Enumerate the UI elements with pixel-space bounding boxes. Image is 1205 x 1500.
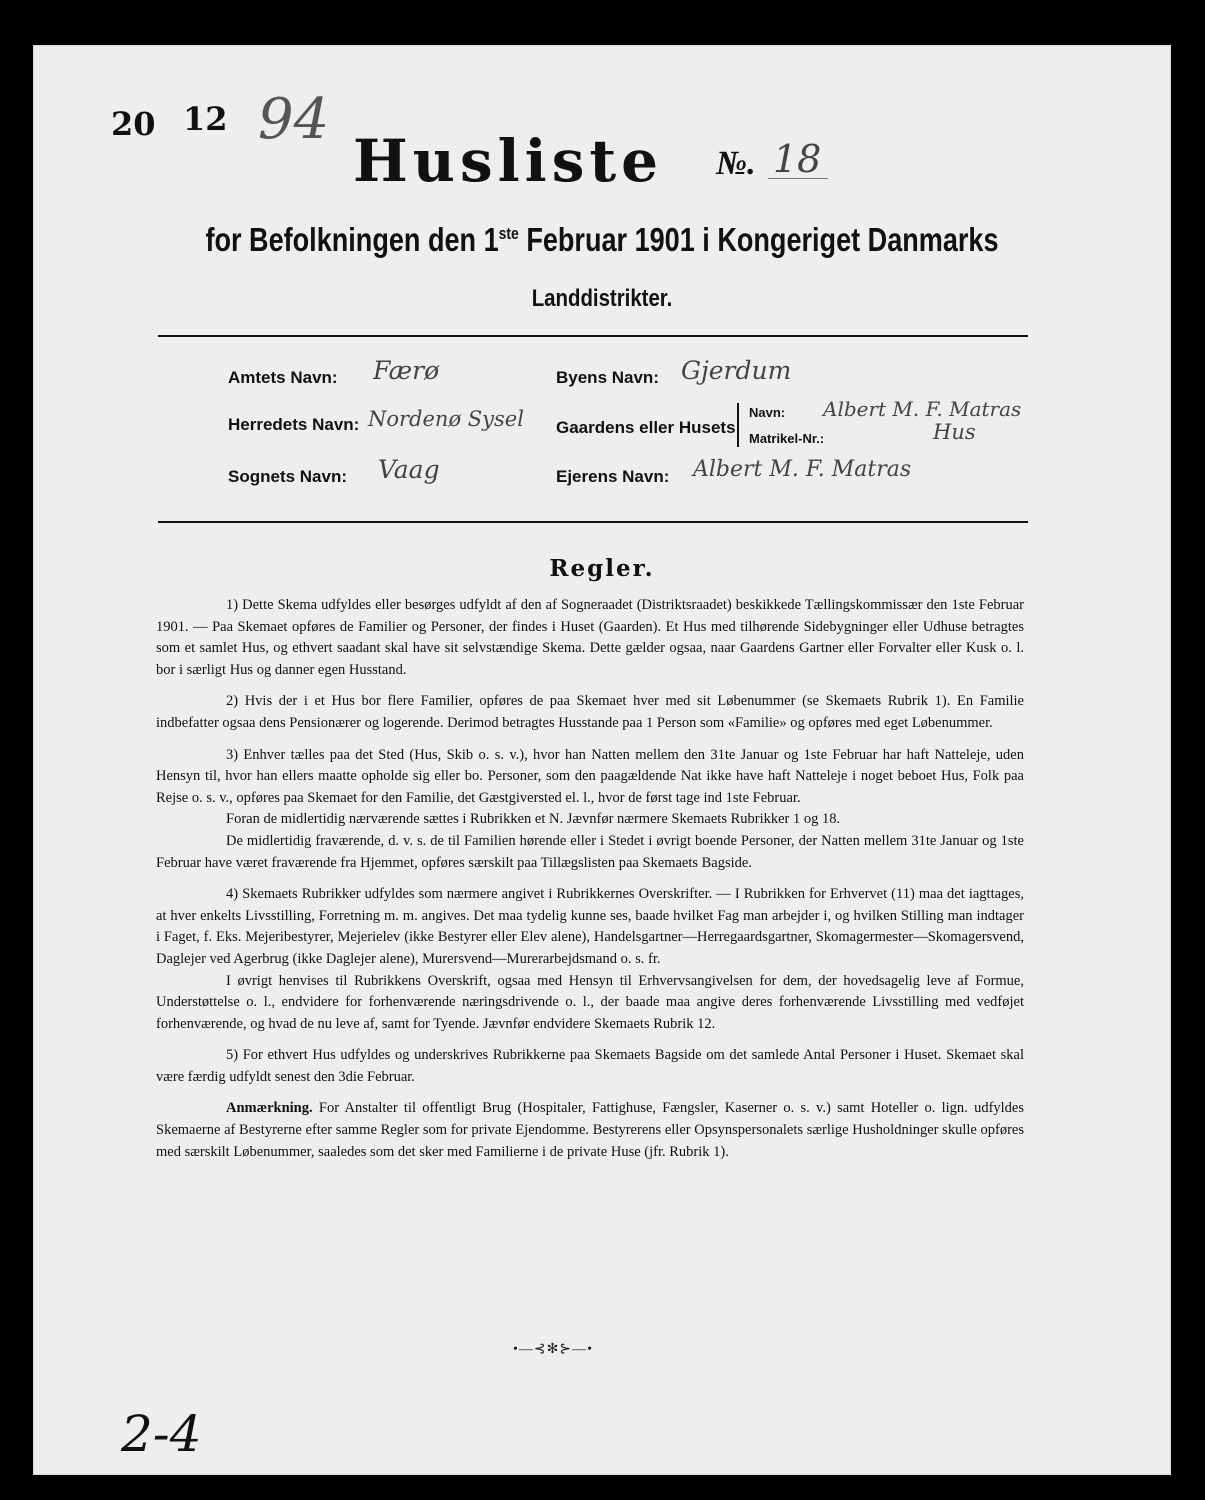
rule-3: 3) Enhver tælles paa det Sted (Hus, Skib o. s. v.), hvor han Natten mellem den 31te Januar og 1ste Februar har haft Natteleje, uden Hensyn til, hvor han ellers maatte opholde sig eller bo. Personer, som den paagældende Nat ikke have haft Natteleje i noget beboet Hus, Folk paa Rejse o. s. v., opføres paa Skemaet for den Familie, det Gæstgiversted el. l., hvor de først tage ind 1ste Februar. [156,746,1024,806]
sognets-label: Sognets Navn: [228,467,348,486]
navn-value: Albert M. F. Matras [823,397,1022,421]
byens-label: Byens Navn: [556,368,659,387]
bottom-divider [158,521,1028,523]
number-underline [768,178,828,179]
gaardens-label: Gaardens eller Husets [556,418,736,437]
navn-label: Navn: [749,405,786,420]
remark-label: Anmærkning. [226,1100,313,1117]
herredets-label: Herredets Navn: [228,415,360,434]
matrikel-label: Matrikel-Nr.: [749,431,825,446]
rules-text [156,595,1024,1163]
rule-1: 1) Dette Skema udfyldes eller besørges udfyldt af den af Sogneraadet (Distriktsraadet) beskikkede Tællingskommissær den 1ste Februar 1901. — Paa Skemaet opføres de Familier og Personer, der findes i Huset (Gaarden). Et Hus med tilhørende Sidebygninger eller Udhuse betragtes som et samlet Hus, og ethvert saadant skal have sit selvstændige Skema. Dette gælder ogsaa, naar Gaardens Gartner eller Forvalter eller Kusk o. l. bor i særligt Hus og danner egen Husstand. [156,597,1024,678]
bottom-handwritten-mark: 2-4 [121,1405,202,1463]
matrikel-value: Hus [933,420,976,444]
census-form-page [33,45,1171,1475]
ejerens-label: Ejerens Navn: [556,467,670,486]
number-mark: №. [716,145,756,182]
corner-number-a: 20 [111,105,156,143]
rule-4: 4) Skemaets Rubrikker udfyldes som nærmere angivet i Rubrikkernes Overskrifter. — I Rubrikken for Erhvervet (11) maa det iagttages, at hver enkelts Livsstilling, Forretning m. m. angives. Det maa tydelig kunne ses, baade hvilket Fag man arbejder i, og hvilken Stilling man indtager i Faget, f. Eks. Mejeribestyrer, Mejerielev (ikke Bestyrer eller Elev alene), Handelsgartner—Herregaardsgartner, Skomagermester—Skomagersvend, Daglejer ved Agerbrug (ikke Daglejer alene), Murersvend—Murerarbejdsmand o. s. fr. [156,886,1024,967]
district-type: Landdistrikter. [531,285,673,312]
rule-3-note-b: De midlertidig fraværende, d. v. s. de til Familien hørende eller i Stedet i øvrigt boende Personer, der Natten mellem 31te Januar og 1ste Februar have været fraværende fra Hjemmet, opføres særskilt paa Tillægslisten paa Skemaets Bagside. [156,832,1024,871]
top-divider [158,335,1028,337]
ejerens-value: Albert M. F. Matras [693,457,912,482]
herredets-value: Nordenø Sysel [368,407,524,431]
rule-5: 5) For ethvert Hus udfyldes og underskrives Rubrikkerne paa Skemaets Bagside om det samlede Antal Personer i Huset. Skemaet skal være færdig udfyldt senest den 3die Februar. [156,1047,1024,1085]
form-number: 18 [773,137,822,181]
subtitle-pre: for Befolkningen den 1 [205,221,499,258]
field-brace [737,403,743,447]
pencil-number: 94 [258,87,330,152]
form-subtitle [135,221,1068,259]
sognets-value: Vaag [378,455,440,484]
byens-value: Gjerdum [681,356,792,385]
remark-text: For Anstalter til offentligt Brug (Hospitaler, Fattighuse, Fængsler, Kaserner o. s. v.) samt Hoteller o. lign. udfyldes Skemaerne af Bestyrerne efter samme Regler som for private Ejendomme. Bestyrerens eller Opsynspersonalets særlige Husholdninger skulle opføres med særskilt Løbenummer, saaledes som det sker med Familierne i de private Huse (jfr. Rubrik 1). [156,1100,1024,1160]
corner-number-b: 12 [183,100,228,138]
amtets-value: Færø [373,356,440,385]
remark [156,1098,1024,1163]
ornament-divider: •—⊰✻⊱—• [513,1342,593,1357]
amtets-label: Amtets Navn: [228,368,338,387]
subtitle-post: Februar 1901 i Kongeriget Danmarks [518,221,999,258]
rules-heading: Regler. [549,555,655,582]
form-title: Husliste [353,127,664,195]
rule-3-note-a: Foran de midlertidig nærværende sættes i Rubrikken et N. Jævnfør nærmere Skemaets Rubrikker 1 og 18. [226,811,841,828]
rule-4-note: I øvrigt henvises til Rubrikkens Overskrift, ogsaa med Hensyn til Erhvervsangivelsen for dem, der hovedsagelig leve af Formue, Understøttelse o. l., endvidere for forhenværende næringsdrivende o. l., der baade maa angive deres forhenværende Livsstilling med vedføjet forhenværende, og hvad de nu leve af, samt for Tyende. Jævnfør endvidere Skemaets Rubrik 12. [156,972,1024,1032]
subtitle-sup: ste [498,224,519,243]
rule-2: 2) Hvis der i et Hus bor flere Familier, opføres de paa Skemaet hver med sit Løbenummer (se Skemaets Rubrik 1). En Familie indbefatter ogsaa dens Pensionærer og logerende. Derimod betragtes Husstande paa 1 Person som «Familie» og opføres med eget Løbenummer. [156,693,1024,731]
